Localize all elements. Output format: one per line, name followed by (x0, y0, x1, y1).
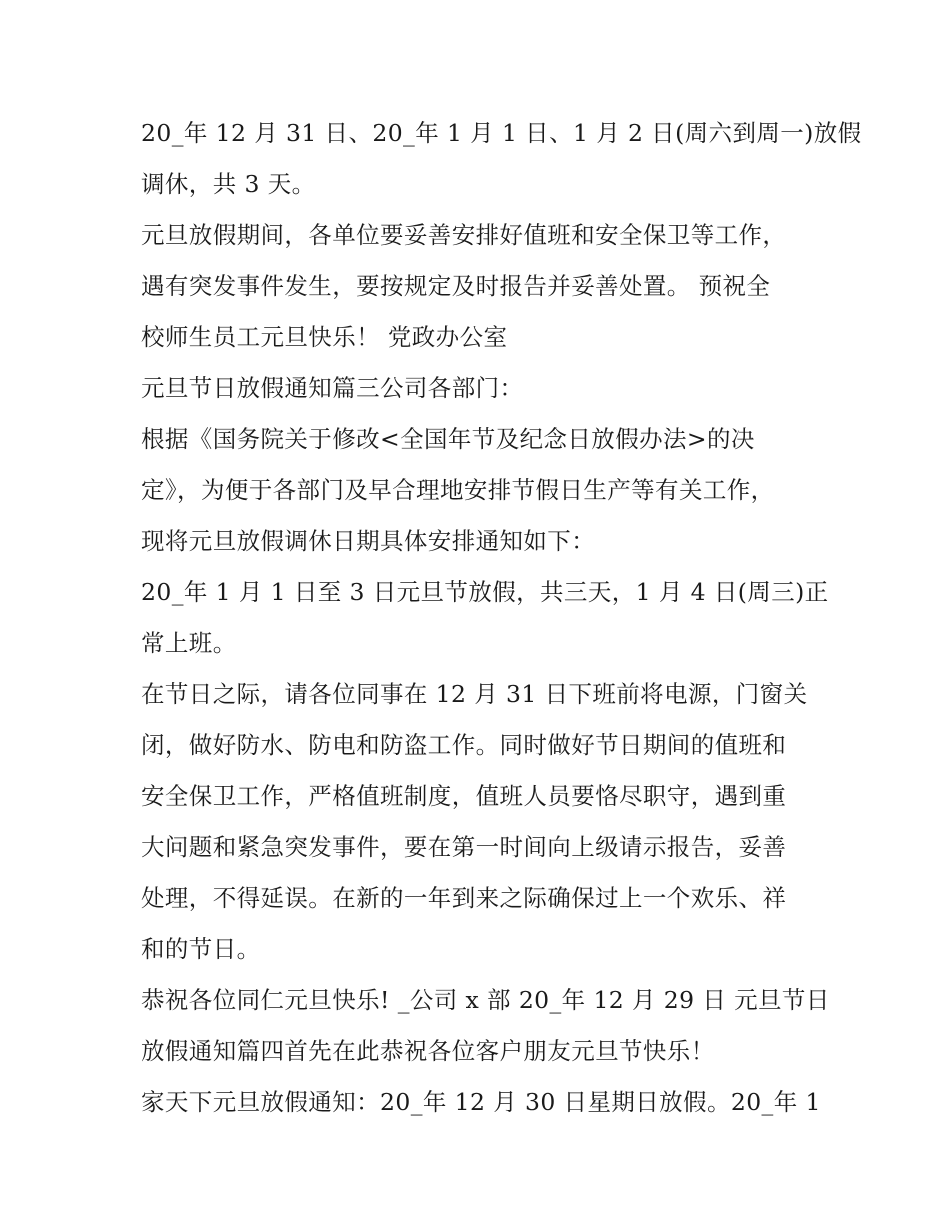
text-line-16: 处理，不得延误。在新的一年到来之际确保过上一个欢乐、祥 (141, 884, 787, 912)
text-line-1: 20_年 12 月 31 日、20_年 1 月 1 日、1 月 2 日(周六到周一)放假 (141, 119, 862, 147)
text-line-11: 常上班。 (141, 629, 237, 657)
document-body (141, 108, 862, 1128)
text-line-18: 恭祝各位同仁元旦快乐! _公司 x 部 20_年 12 月 29 日 元旦节日 (141, 986, 830, 1014)
text-line-13: 闭，做好防水、防电和防盗工作。同时做好节日期间的值班和 (141, 731, 787, 759)
text-line-7: 根据《国务院关于修改<全国年节及纪念日放假办法>的决 (141, 425, 755, 453)
text-line-9: 现将元旦放假调休日期具体安排通知如下： (141, 527, 596, 555)
text-line-20: 家天下元旦放假通知：20_年 12 月 30 日星期日放假。20_年 1 (141, 1088, 821, 1116)
text-line-8: 定》，为便于各部门及早合理地安排节假日生产等有关工作， (141, 476, 775, 504)
text-line-4: 遇有突发事件发生，要按规定及时报告并妥善处置。 预祝全 (141, 272, 771, 300)
text-line-12: 在节日之际，请各位同事在 12 月 31 日下班前将电源，门窗关 (141, 680, 808, 708)
text-line-3: 元旦放假期间，各单位要妥善安排好值班和安全保卫等工作， (141, 221, 787, 249)
text-line-2: 调休，共 3 天。 (141, 170, 316, 198)
text-line-5: 校师生员工元旦快乐！ 党政办公室 (141, 323, 508, 351)
text-line-15: 大问题和紧急突发事件，要在第一时间向上级请示报告，妥善 (141, 833, 787, 861)
text-line-17: 和的节日。 (141, 935, 261, 963)
text-line-6: 元旦节日放假通知篇三公司各部门： (141, 374, 524, 402)
text-line-10: 20_年 1 月 1 日至 3 日元旦节放假，共三天，1 月 4 日(周三)正 (141, 578, 829, 606)
text-line-14: 安全保卫工作，严格值班制度，值班人员要恪尽职守，遇到重 (141, 782, 787, 810)
text-line-19: 放假通知篇四首先在此恭祝各位客户朋友元旦节快乐！ (141, 1037, 715, 1065)
